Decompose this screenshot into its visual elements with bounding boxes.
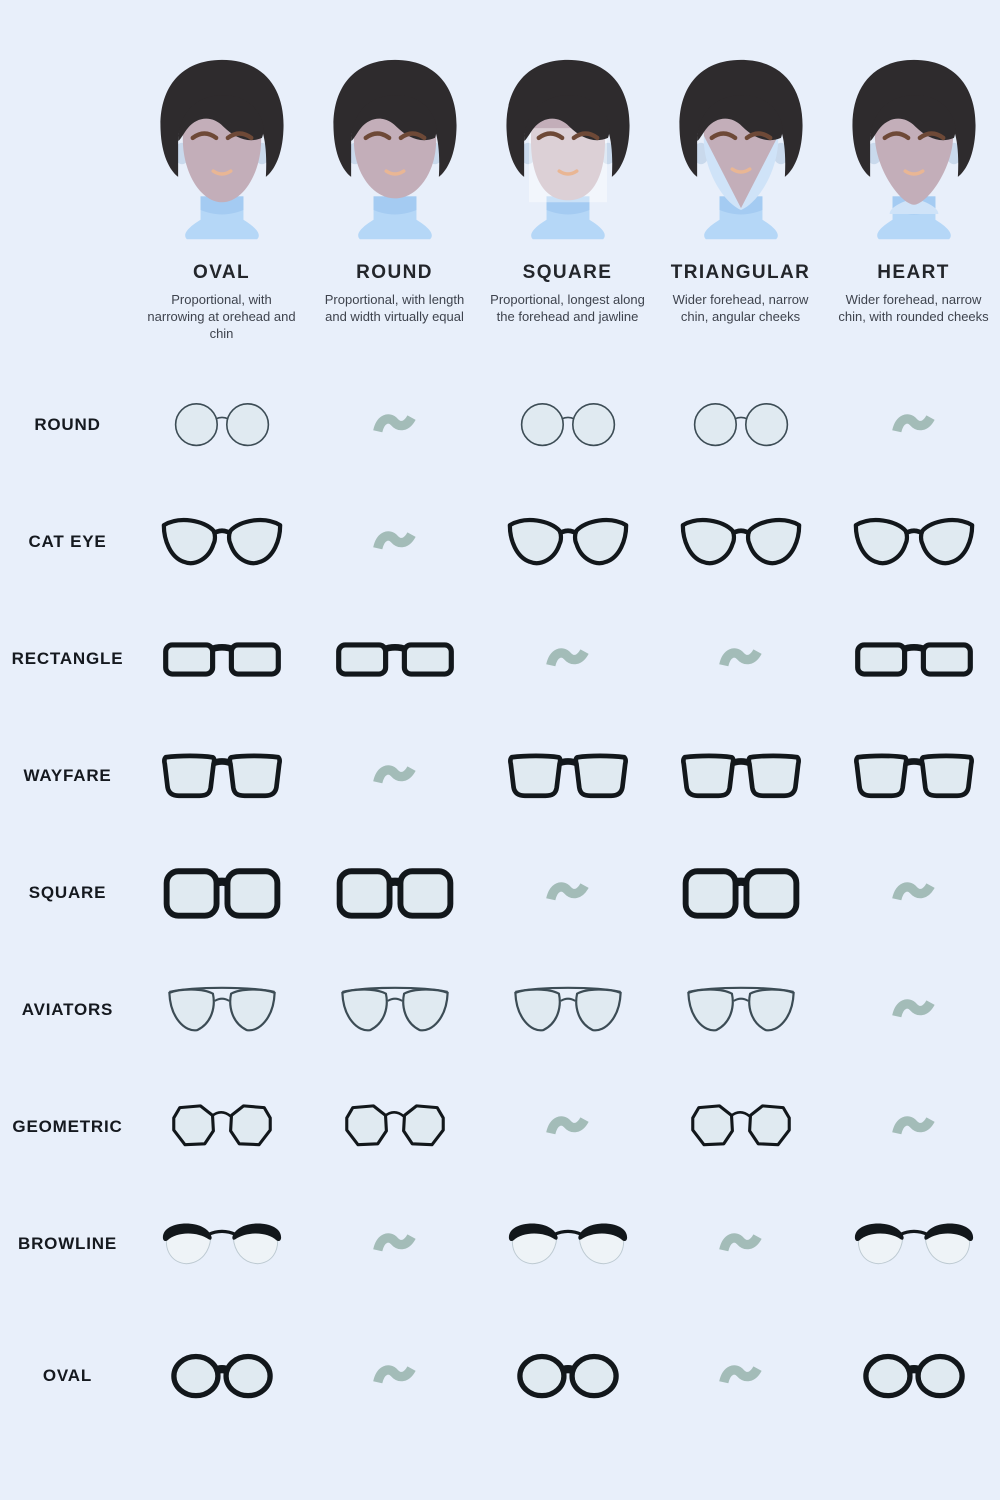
tilde-icon (372, 526, 418, 558)
glasses-style-label: GEOMETRIC (12, 1116, 123, 1136)
glasses-style-label: CAT EYE (28, 531, 107, 551)
corner-spacer (0, 56, 135, 342)
cell-oval-square (515, 1350, 621, 1402)
cell-round-square (516, 399, 620, 450)
browline-glasses-icon (853, 1214, 975, 1274)
cell-wayfare-round (372, 760, 418, 792)
row-aviators (0, 951, 1000, 1068)
cat-eye-glasses-icon (507, 512, 629, 572)
face-shape-header-row (0, 0, 1000, 342)
cat-eye-glasses-icon (680, 512, 802, 572)
square-glasses-icon (163, 864, 281, 922)
cell-oval-triangular (718, 1360, 764, 1392)
face-illustration-wrap (139, 56, 305, 252)
tilde-icon (891, 1111, 937, 1143)
aviator-glasses-icon (336, 981, 454, 1039)
glasses-style-label: ROUND (34, 414, 101, 434)
cell-cat-eye-round (372, 526, 418, 558)
cell-aviators-oval (163, 981, 281, 1039)
cell-browline-oval (161, 1214, 283, 1274)
cell-square-oval (163, 864, 281, 922)
face-illustration-wrap (312, 56, 478, 252)
cell-cat-eye-triangular (680, 512, 802, 572)
face-triangular-illustration (658, 56, 824, 251)
cell-round-triangular (689, 399, 793, 450)
cell-rectangle-round (334, 629, 456, 689)
cell-oval-round (372, 1360, 418, 1392)
tilde-icon (372, 409, 418, 441)
cell-rectangle-heart (853, 629, 975, 689)
tilde-icon (891, 409, 937, 441)
cell-geometric-round (339, 1099, 451, 1154)
cell-square-round (336, 864, 454, 922)
round-glasses-icon (689, 399, 793, 450)
face-shape-name: TRIANGULAR (670, 262, 811, 283)
face-shape-description: Proportional, with narrowing at orehead and chin (147, 292, 296, 342)
geometric-glasses-icon (685, 1099, 797, 1154)
cell-oval-oval (169, 1350, 275, 1402)
face-square-illustration (485, 56, 651, 251)
tilde-icon (545, 643, 591, 675)
oval-glasses-icon (861, 1350, 967, 1402)
oval-glasses-icon (515, 1350, 621, 1402)
aviator-glasses-icon (682, 981, 800, 1039)
cell-aviators-heart (891, 994, 937, 1026)
cat-eye-glasses-icon (161, 512, 283, 572)
wayfare-glasses-icon (507, 746, 629, 806)
cell-aviators-square (509, 981, 627, 1039)
wayfare-glasses-icon (161, 746, 283, 806)
geometric-glasses-icon (166, 1099, 278, 1154)
cell-cat-eye-heart (853, 512, 975, 572)
rectangle-glasses-icon (334, 629, 456, 689)
cell-square-triangular (682, 864, 800, 922)
tilde-icon (718, 1360, 764, 1392)
cell-rectangle-triangular (718, 643, 764, 675)
face-column-heart (827, 56, 1000, 342)
glasses-style-label: OVAL (42, 1365, 93, 1385)
cell-rectangle-oval (161, 629, 283, 689)
cell-square-heart (891, 877, 937, 909)
face-column-square (481, 56, 654, 342)
row-cat-eye (0, 483, 1000, 600)
row-geometric (0, 1068, 1000, 1185)
tilde-icon (545, 1111, 591, 1143)
cell-round-oval (170, 399, 274, 450)
face-heart-illustration (831, 56, 997, 251)
glasses-style-label: BROWLINE (18, 1233, 117, 1253)
row-rectangle (0, 600, 1000, 717)
face-column-oval (135, 56, 308, 342)
cell-geometric-oval (166, 1099, 278, 1154)
row-square (0, 834, 1000, 951)
cell-geometric-heart (891, 1111, 937, 1143)
face-shape-name: OVAL (193, 262, 250, 283)
cell-rectangle-square (545, 643, 591, 675)
tilde-icon (718, 1228, 764, 1260)
tilde-icon (372, 1228, 418, 1260)
glasses-style-label: AVIATORS (21, 999, 114, 1019)
tilde-icon (545, 877, 591, 909)
face-round-illustration (312, 56, 478, 251)
cell-browline-triangular (718, 1228, 764, 1260)
face-illustration-wrap (831, 56, 997, 252)
tilde-icon (891, 994, 937, 1026)
rectangle-glasses-icon (161, 629, 283, 689)
cell-geometric-square (545, 1111, 591, 1143)
face-column-round (308, 56, 481, 342)
cell-oval-heart (861, 1350, 967, 1402)
row-round (0, 366, 1000, 483)
face-illustration-wrap (485, 56, 651, 252)
cell-cat-eye-square (507, 512, 629, 572)
glasses-style-label: WAYFARE (23, 765, 112, 785)
tilde-icon (718, 643, 764, 675)
round-glasses-icon (170, 399, 274, 450)
glasses-style-label: SQUARE (28, 882, 107, 902)
face-shape-description: Wider forehead, narrow chin, angular cheeks (672, 292, 809, 325)
cell-wayfare-square (507, 746, 629, 806)
cell-square-square (545, 877, 591, 909)
cell-browline-round (372, 1228, 418, 1260)
cell-cat-eye-oval (161, 512, 283, 572)
face-shape-description: Proportional, longest along the forehead and jawline (490, 292, 645, 325)
square-glasses-icon (336, 864, 454, 922)
wayfare-glasses-icon (680, 746, 802, 806)
cell-round-heart (891, 409, 937, 441)
face-shape-name: SQUARE (522, 262, 613, 283)
aviator-glasses-icon (509, 981, 627, 1039)
rectangle-glasses-icon (853, 629, 975, 689)
face-shape-name: ROUND (356, 262, 433, 283)
matrix-rows (0, 366, 1000, 1434)
cell-browline-square (507, 1214, 629, 1274)
face-shape-name: HEART (877, 262, 950, 283)
face-shape-description: Proportional, with length and width virtually equal (324, 292, 465, 325)
tilde-icon (891, 877, 937, 909)
row-wayfare (0, 717, 1000, 834)
cell-wayfare-heart (853, 746, 975, 806)
cell-browline-heart (853, 1214, 975, 1274)
cell-aviators-round (336, 981, 454, 1039)
oval-glasses-icon (169, 1350, 275, 1402)
wayfare-glasses-icon (853, 746, 975, 806)
browline-glasses-icon (507, 1214, 629, 1274)
face-column-triangular (654, 56, 827, 342)
aviator-glasses-icon (163, 981, 281, 1039)
cell-wayfare-oval (161, 746, 283, 806)
face-shape-description: Wider forehead, narrow chin, with rounded cheeks (838, 292, 989, 325)
cat-eye-glasses-icon (853, 512, 975, 572)
square-glasses-icon (682, 864, 800, 922)
row-browline (0, 1185, 1000, 1302)
tilde-icon (372, 1360, 418, 1392)
cell-wayfare-triangular (680, 746, 802, 806)
geometric-glasses-icon (339, 1099, 451, 1154)
browline-glasses-icon (161, 1214, 283, 1274)
row-oval (0, 1317, 1000, 1434)
glasses-style-label: RECTANGLE (11, 648, 124, 668)
cell-geometric-triangular (685, 1099, 797, 1154)
face-oval-illustration (139, 56, 305, 251)
face-illustration-wrap (658, 56, 824, 252)
cell-aviators-triangular (682, 981, 800, 1039)
cell-round-round (372, 409, 418, 441)
tilde-icon (372, 760, 418, 792)
round-glasses-icon (516, 399, 620, 450)
